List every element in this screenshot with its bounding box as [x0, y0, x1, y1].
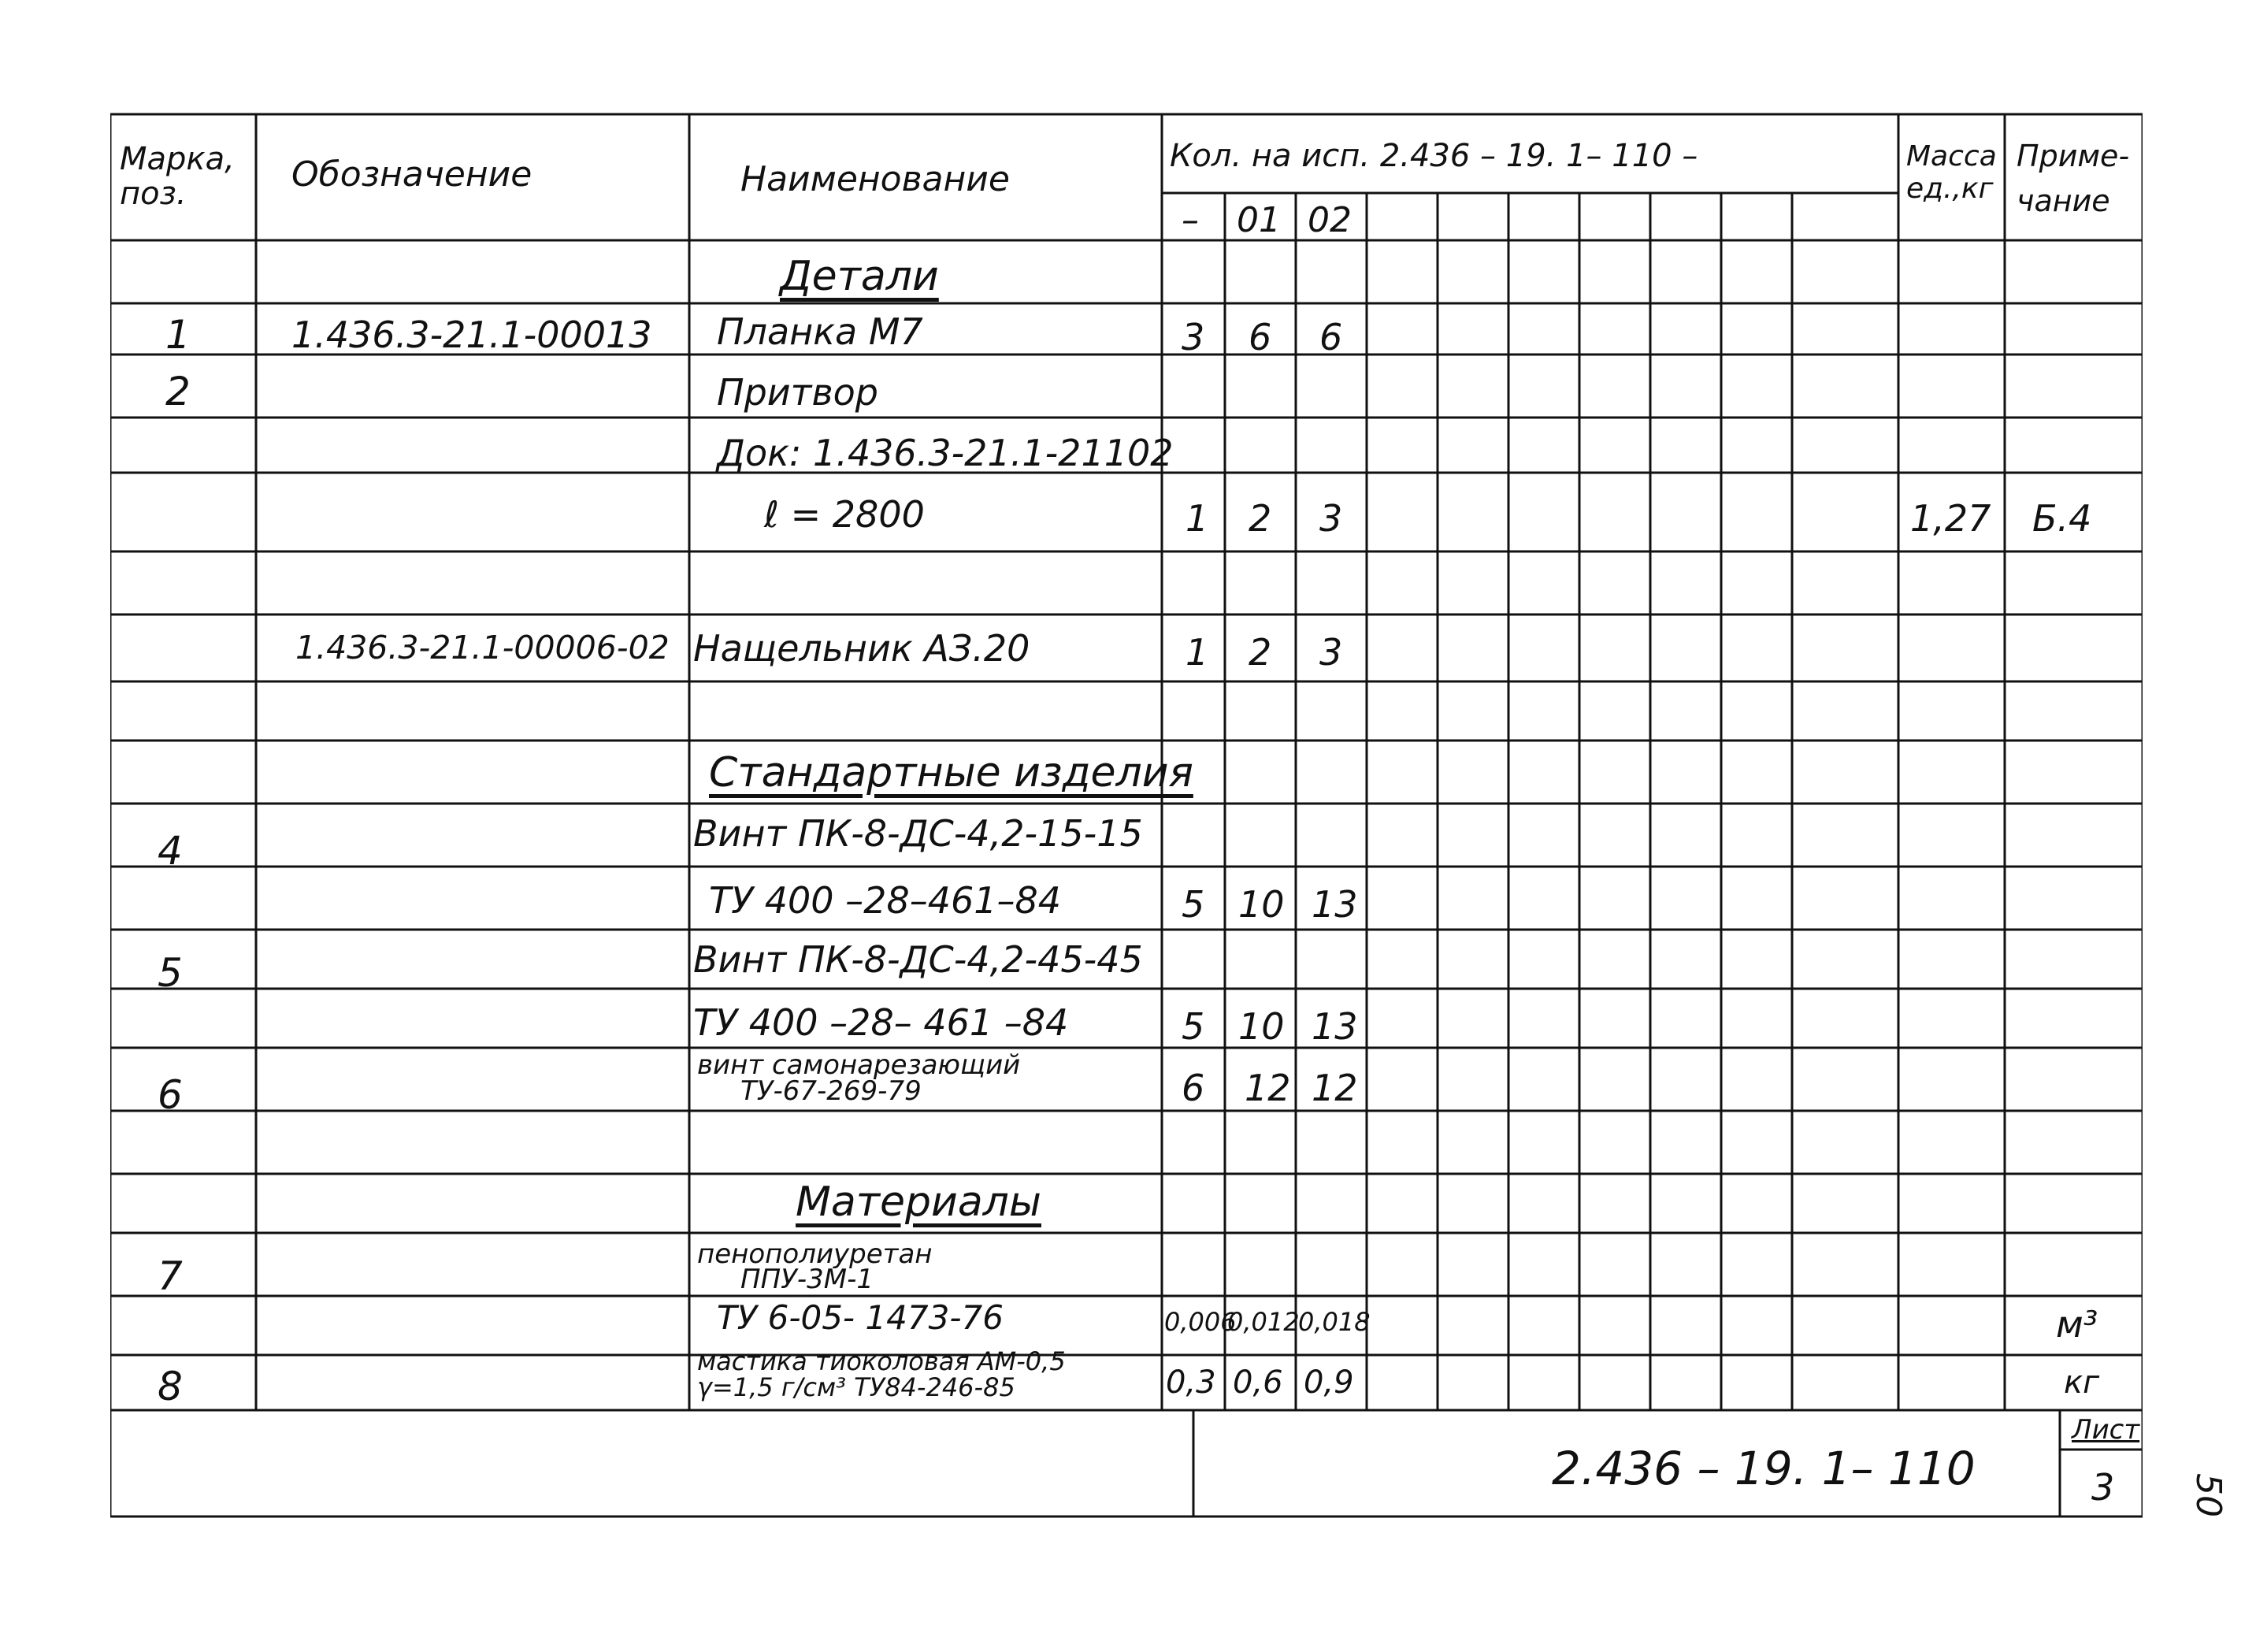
- row-4-name: Винт ПК-8-ДС-4,2-15-15: [693, 812, 1143, 855]
- row-8-qty-base: 0,3: [1166, 1364, 1216, 1401]
- qty-variant-base: –: [1182, 200, 1199, 240]
- row-3-qty-02: 3: [1319, 631, 1343, 674]
- row-3-name: Нащельник АЗ.20: [693, 627, 1030, 670]
- row-8-qty-01: 0,6: [1233, 1364, 1283, 1401]
- qty-variant-02: 02: [1308, 200, 1352, 240]
- row-6-position: 6: [158, 1072, 183, 1118]
- row-2-qty-01: 2: [1249, 497, 1272, 540]
- row-7-grade: ППУ-3М-1: [740, 1264, 874, 1295]
- row-4-qty-01: 10: [1238, 883, 1285, 926]
- row-8-qty-02: 0,9: [1304, 1364, 1354, 1401]
- row-1-qty-base: 3: [1182, 316, 1205, 358]
- row-8-position: 8: [158, 1364, 183, 1409]
- row-5-name: Винт ПК-8-ДС-4,2-45-45: [693, 938, 1143, 981]
- row-6-name: винт самонарезающий: [697, 1049, 1021, 1081]
- row-5-spec: ТУ 400 –28– 461 –84: [693, 1001, 1069, 1044]
- row-2-name: Притвор: [717, 371, 878, 414]
- row-7-qty-02: 0,018: [1298, 1307, 1371, 1337]
- row-7-name: пенополиуретан: [697, 1238, 933, 1270]
- row-6-qty-01: 12: [1245, 1067, 1291, 1109]
- section-materials: Материалы: [796, 1179, 1041, 1226]
- row-4-qty-base: 5: [1182, 883, 1205, 926]
- row-4-position: 4: [158, 828, 183, 874]
- row-7-note-unit: м³: [2056, 1303, 2098, 1346]
- row-7-qty-base: 0,006: [1164, 1307, 1237, 1337]
- row-4-qty-02: 13: [1312, 883, 1358, 926]
- row-2-mass: 1,27: [1910, 497, 1991, 540]
- row-2-note: Б.4: [2032, 497, 2092, 540]
- margin-page-number: 50: [2188, 1473, 2228, 1517]
- header-mark: Марка, поз.: [120, 141, 235, 212]
- row-1-qty-02: 6: [1319, 316, 1343, 358]
- row-7-qty-01: 0,012: [1227, 1307, 1300, 1337]
- row-5-position: 5: [158, 950, 183, 996]
- row-2-length: ℓ = 2800: [764, 493, 925, 536]
- row-7-spec: ТУ 6-05- 1473-76: [717, 1298, 1004, 1337]
- section-standard: Стандартные изделия: [709, 749, 1193, 796]
- row-2-position: 2: [165, 369, 191, 414]
- row-2-qty-base: 1: [1186, 497, 1209, 540]
- row-5-qty-02: 13: [1312, 1005, 1358, 1048]
- row-3-qty-01: 2: [1249, 631, 1272, 674]
- header-quantity: Кол. на исп. 2.436 – 19. 1– 110 –: [1170, 138, 1698, 174]
- row-4-spec: ТУ 400 –28–461–84: [709, 879, 1062, 922]
- specification-sheet: [110, 110, 2143, 1528]
- document-number: 2.436 – 19. 1– 110: [1552, 1442, 1976, 1495]
- row-8-name: мастика тиоколовая АМ-0,5: [697, 1346, 1066, 1376]
- row-6-qty-02: 12: [1312, 1067, 1358, 1109]
- row-8-spec: γ=1,5 г/см³ ТУ84-246-85: [697, 1372, 1015, 1402]
- qty-variant-01: 01: [1237, 200, 1281, 240]
- sheet-number: 3: [2091, 1466, 2115, 1509]
- row-6-qty-base: 6: [1182, 1067, 1205, 1109]
- header-designation: Обозначение: [291, 154, 532, 195]
- row-3-designation: 1.436.3-21.1-00006-02: [295, 629, 670, 666]
- sheet-label: Лист: [2072, 1414, 2140, 1446]
- row-5-qty-base: 5: [1182, 1005, 1205, 1048]
- header-mass: Масса ед.,кг: [1906, 140, 1997, 206]
- row-1-designation: 1.436.3-21.1-00013: [291, 314, 652, 356]
- row-8-note-unit: кг: [2064, 1364, 2100, 1401]
- row-7-position: 7: [158, 1253, 183, 1299]
- row-3-qty-base: 1: [1186, 631, 1209, 674]
- header-name: Наименование: [740, 159, 1010, 199]
- header-note: Приме-чание: [2017, 139, 2130, 218]
- row-5-qty-01: 10: [1238, 1005, 1285, 1048]
- row-6-spec: ТУ-67-269-79: [740, 1075, 922, 1107]
- row-2-qty-02: 3: [1319, 497, 1343, 540]
- row-2-doc-ref: Док: 1.436.3-21.1-21102: [717, 432, 1174, 474]
- section-details: Детали: [780, 253, 939, 300]
- row-1-qty-01: 6: [1249, 316, 1272, 358]
- row-1-name: Планка М7: [717, 310, 923, 353]
- row-1-position: 1: [165, 312, 191, 358]
